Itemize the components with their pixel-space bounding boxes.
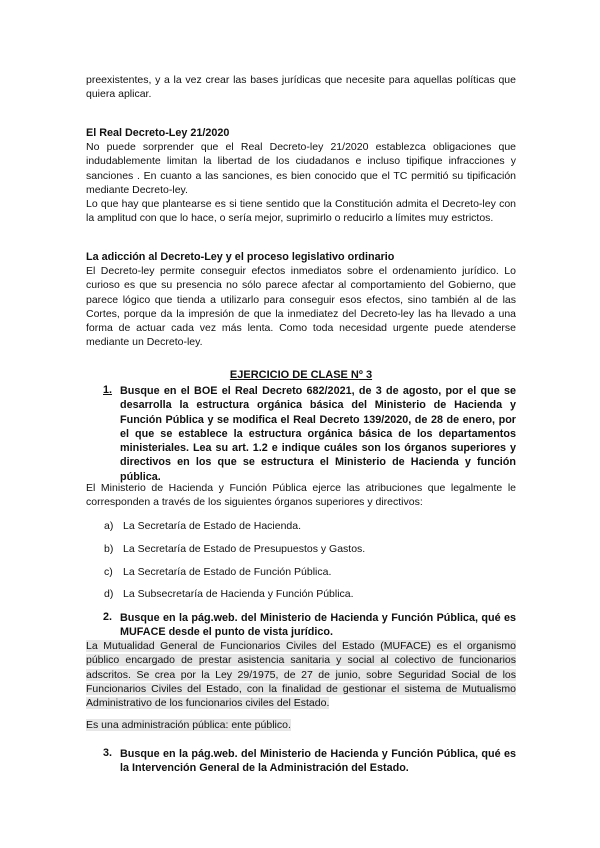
question-2-text: Busque en la pág.web. del Ministerio de Hacienda y Función Pública, qué es MUFACE desde el punto de vista jurídico.: [120, 612, 516, 639]
question-1-answer: El Ministerio de Hacienda y Función Pública ejerce las atribuciones que legalmente le corresponden a través de los siguientes órganos superiores y directivos:: [86, 482, 516, 509]
section-heading-adiccion: La adicción al Decreto-Ley y el proceso legislativo ordinario: [86, 251, 395, 263]
list-item-marker: c): [104, 566, 113, 578]
question-2-answer: [86, 639, 516, 710]
section1-paragraph-2: Lo que hay que plantearse es si tiene sentido que la Constitución admita el Decreto-ley con la amplitud con que lo hace, o sería mejor, suprimirlo o reducirlo a límites muy estrictos.: [86, 198, 516, 225]
question-1-number: 1.: [103, 384, 113, 396]
section2-paragraph: El Decreto-ley permite conseguir efectos inmediatos sobre el ordenamiento jurídico. Lo curioso es que su presencia no sólo parece afectar al comportamiento del Gobierno, que parece lógico que tienda a utilizarlo para conseguir esos efectos, sino también al de las Cortes, porque da la impresión de que la inmediatez del Decreto-ley las ha llevado a una forma de actuar cada vez más lenta. Como toda necesidad urgente puede atenderse mediante un Decreto-ley.: [86, 265, 516, 349]
list-item: [104, 520, 301, 532]
list-item: [104, 588, 354, 600]
exercise-title: EJERCICIO DE CLASE Nº 3: [229, 369, 373, 381]
list-item-marker: b): [104, 543, 114, 555]
intro-paragraph: preexistentes, y a la vez crear las bases jurídicas que necesite para aquellas políticas que quiera aplicar.: [86, 74, 516, 101]
list-item: [104, 566, 331, 578]
question-1-text: Busque en el BOE el Real Decreto 682/2021, de 3 de agosto, por el que se desarrolla la estructura orgánica básica del Ministerio de Hacienda y Función Pública y se modifica el Real Decreto 139/2020, de 28 de enero, por el que se establece la estructura orgánica básica de los departamentos ministeriales. Lea su art. 1.2 e indique cuáles son los órganos superiores y directivos en los que se estructura el Ministerio de Hacienda y función pública.: [120, 385, 516, 483]
question-2-answer-2-text: Es una administración pública: ente público.: [86, 719, 291, 731]
question-3-text: Busque en la pág.web. del Ministerio de Hacienda y Función Pública, qué es la Intervención General de la Administración del Estado.: [120, 748, 516, 775]
list-item-marker: d): [104, 588, 114, 600]
section-heading-decreto-ley-21-2020: El Real Decreto-Ley 21/2020: [86, 127, 230, 139]
question-2-number: 2.: [103, 611, 113, 623]
list-item-text: La Secretaría de Estado de Hacienda.: [123, 520, 302, 532]
question-3-number: 3.: [103, 747, 113, 759]
list-item-text: La Subsecretaría de Hacienda y Función Pública.: [123, 588, 354, 600]
section1-paragraph-1: No puede sorprender que el Real Decreto-ley 21/2020 establezca obligaciones que indudablemente limitan la libertad de los ciudadanos e incluso tipifique infracciones y sanciones . En cuanto a las sanciones, es bien conocido que el TC permitió su tipificación mediante Decreto-ley.: [86, 141, 516, 196]
list-item: [104, 543, 365, 555]
list-item-marker: a): [104, 520, 114, 532]
question-2-answer-text: La Mutualidad General de Funcionarios Civiles del Estado (MUFACE) es el organismo público encargado de prestar asistencia sanitaria y social al colectivo de funcionarios adscritos. Se crea por la Ley 29/1975, de 27 de junio, sobre Seguridad Social de los Funcionarios Civiles del Estado, con la finalidad de gestionar el sistema de Mutualismo Administrativo de los funcionarios civiles del Estado.: [86, 640, 516, 710]
list-item-text: La Secretaría de Estado de Presupuestos y Gastos.: [123, 543, 366, 555]
list-item-text: La Secretaría de Estado de Función Pública.: [123, 566, 332, 578]
question-2-answer-2: [86, 718, 516, 732]
